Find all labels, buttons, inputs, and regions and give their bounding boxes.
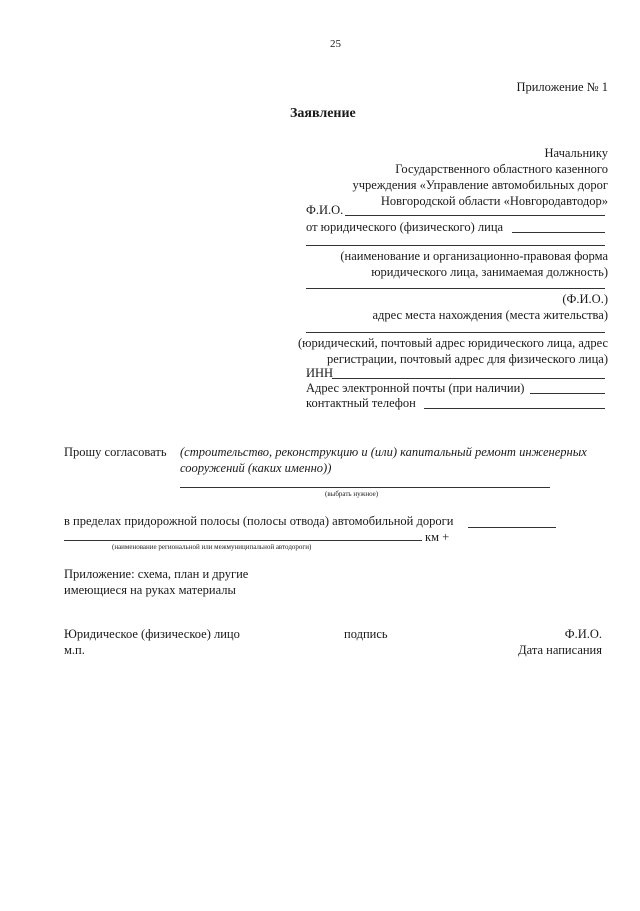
- choose-hint: (выбрать нужное): [325, 490, 379, 498]
- addressee-line-1: Начальнику: [544, 146, 608, 160]
- request-text-1: (строительство, реконструкцию и (или) капитальный ремонт инженерных: [180, 445, 587, 459]
- attachment-line-1: Приложение: схема, план и другие: [64, 567, 249, 581]
- from-line: [512, 232, 605, 233]
- org-line: [306, 245, 605, 246]
- road-hint: (наименование региональной или межмуниципальной автодороги): [112, 543, 312, 551]
- addressee-line-2: Государственного областного казенного: [395, 162, 608, 176]
- inn-label: ИНН: [306, 366, 334, 380]
- km-label: км +: [425, 530, 450, 544]
- fio-label: Ф.И.О.: [306, 203, 344, 217]
- request-text-2: сооружений (каких именно)): [180, 461, 332, 475]
- fio-second-line: [306, 288, 605, 289]
- entity-label: Юридическое (физическое) лицо: [64, 627, 240, 641]
- date-label: Дата написания: [518, 643, 602, 657]
- org-hint-1: (наименование и организационно-правовая форма: [340, 249, 608, 263]
- fio-hint: (Ф.И.О.): [562, 292, 608, 306]
- road-line: [64, 540, 422, 541]
- page-number: 25: [330, 38, 341, 50]
- from-label: от юридического (физического) лица: [306, 220, 504, 234]
- org-hint-2: юридического лица, занимаемая должность): [371, 265, 608, 279]
- addressee-line-4: Новгородской области «Новгородавтодор»: [380, 194, 608, 208]
- address-hint-2: регистрации, почтовый адрес для физического лица): [327, 352, 608, 366]
- addressee-line-3: учреждения «Управление автомобильных дорог: [352, 178, 608, 192]
- address-line: [306, 332, 605, 333]
- fio-line: [345, 215, 605, 216]
- appendix-label: Приложение № 1: [516, 80, 608, 94]
- footer-fio-label: Ф.И.О.: [564, 627, 602, 641]
- stamp-label: м.п.: [64, 643, 85, 657]
- request-label: Прошу согласовать: [64, 445, 167, 459]
- within-label: в пределах придорожной полосы (полосы отвода) автомобильной дороги: [64, 514, 454, 528]
- address-hint-1: (юридический, почтовый адрес юридического лица, адрес: [297, 336, 608, 350]
- phone-label: контактный телефон: [306, 396, 416, 410]
- address-label: адрес места нахождения (места жительства): [372, 308, 608, 322]
- attachment-line-2: имеющиеся на руках материалы: [64, 583, 236, 597]
- email-label: Адрес электронной почты (при наличии): [306, 381, 525, 395]
- request-line: [180, 487, 550, 488]
- signature-label: подпись: [344, 627, 388, 641]
- phone-line: [424, 408, 605, 409]
- within-line: [468, 527, 556, 528]
- document-title: Заявление: [290, 106, 356, 121]
- email-line: [530, 393, 605, 394]
- inn-line: [332, 378, 605, 379]
